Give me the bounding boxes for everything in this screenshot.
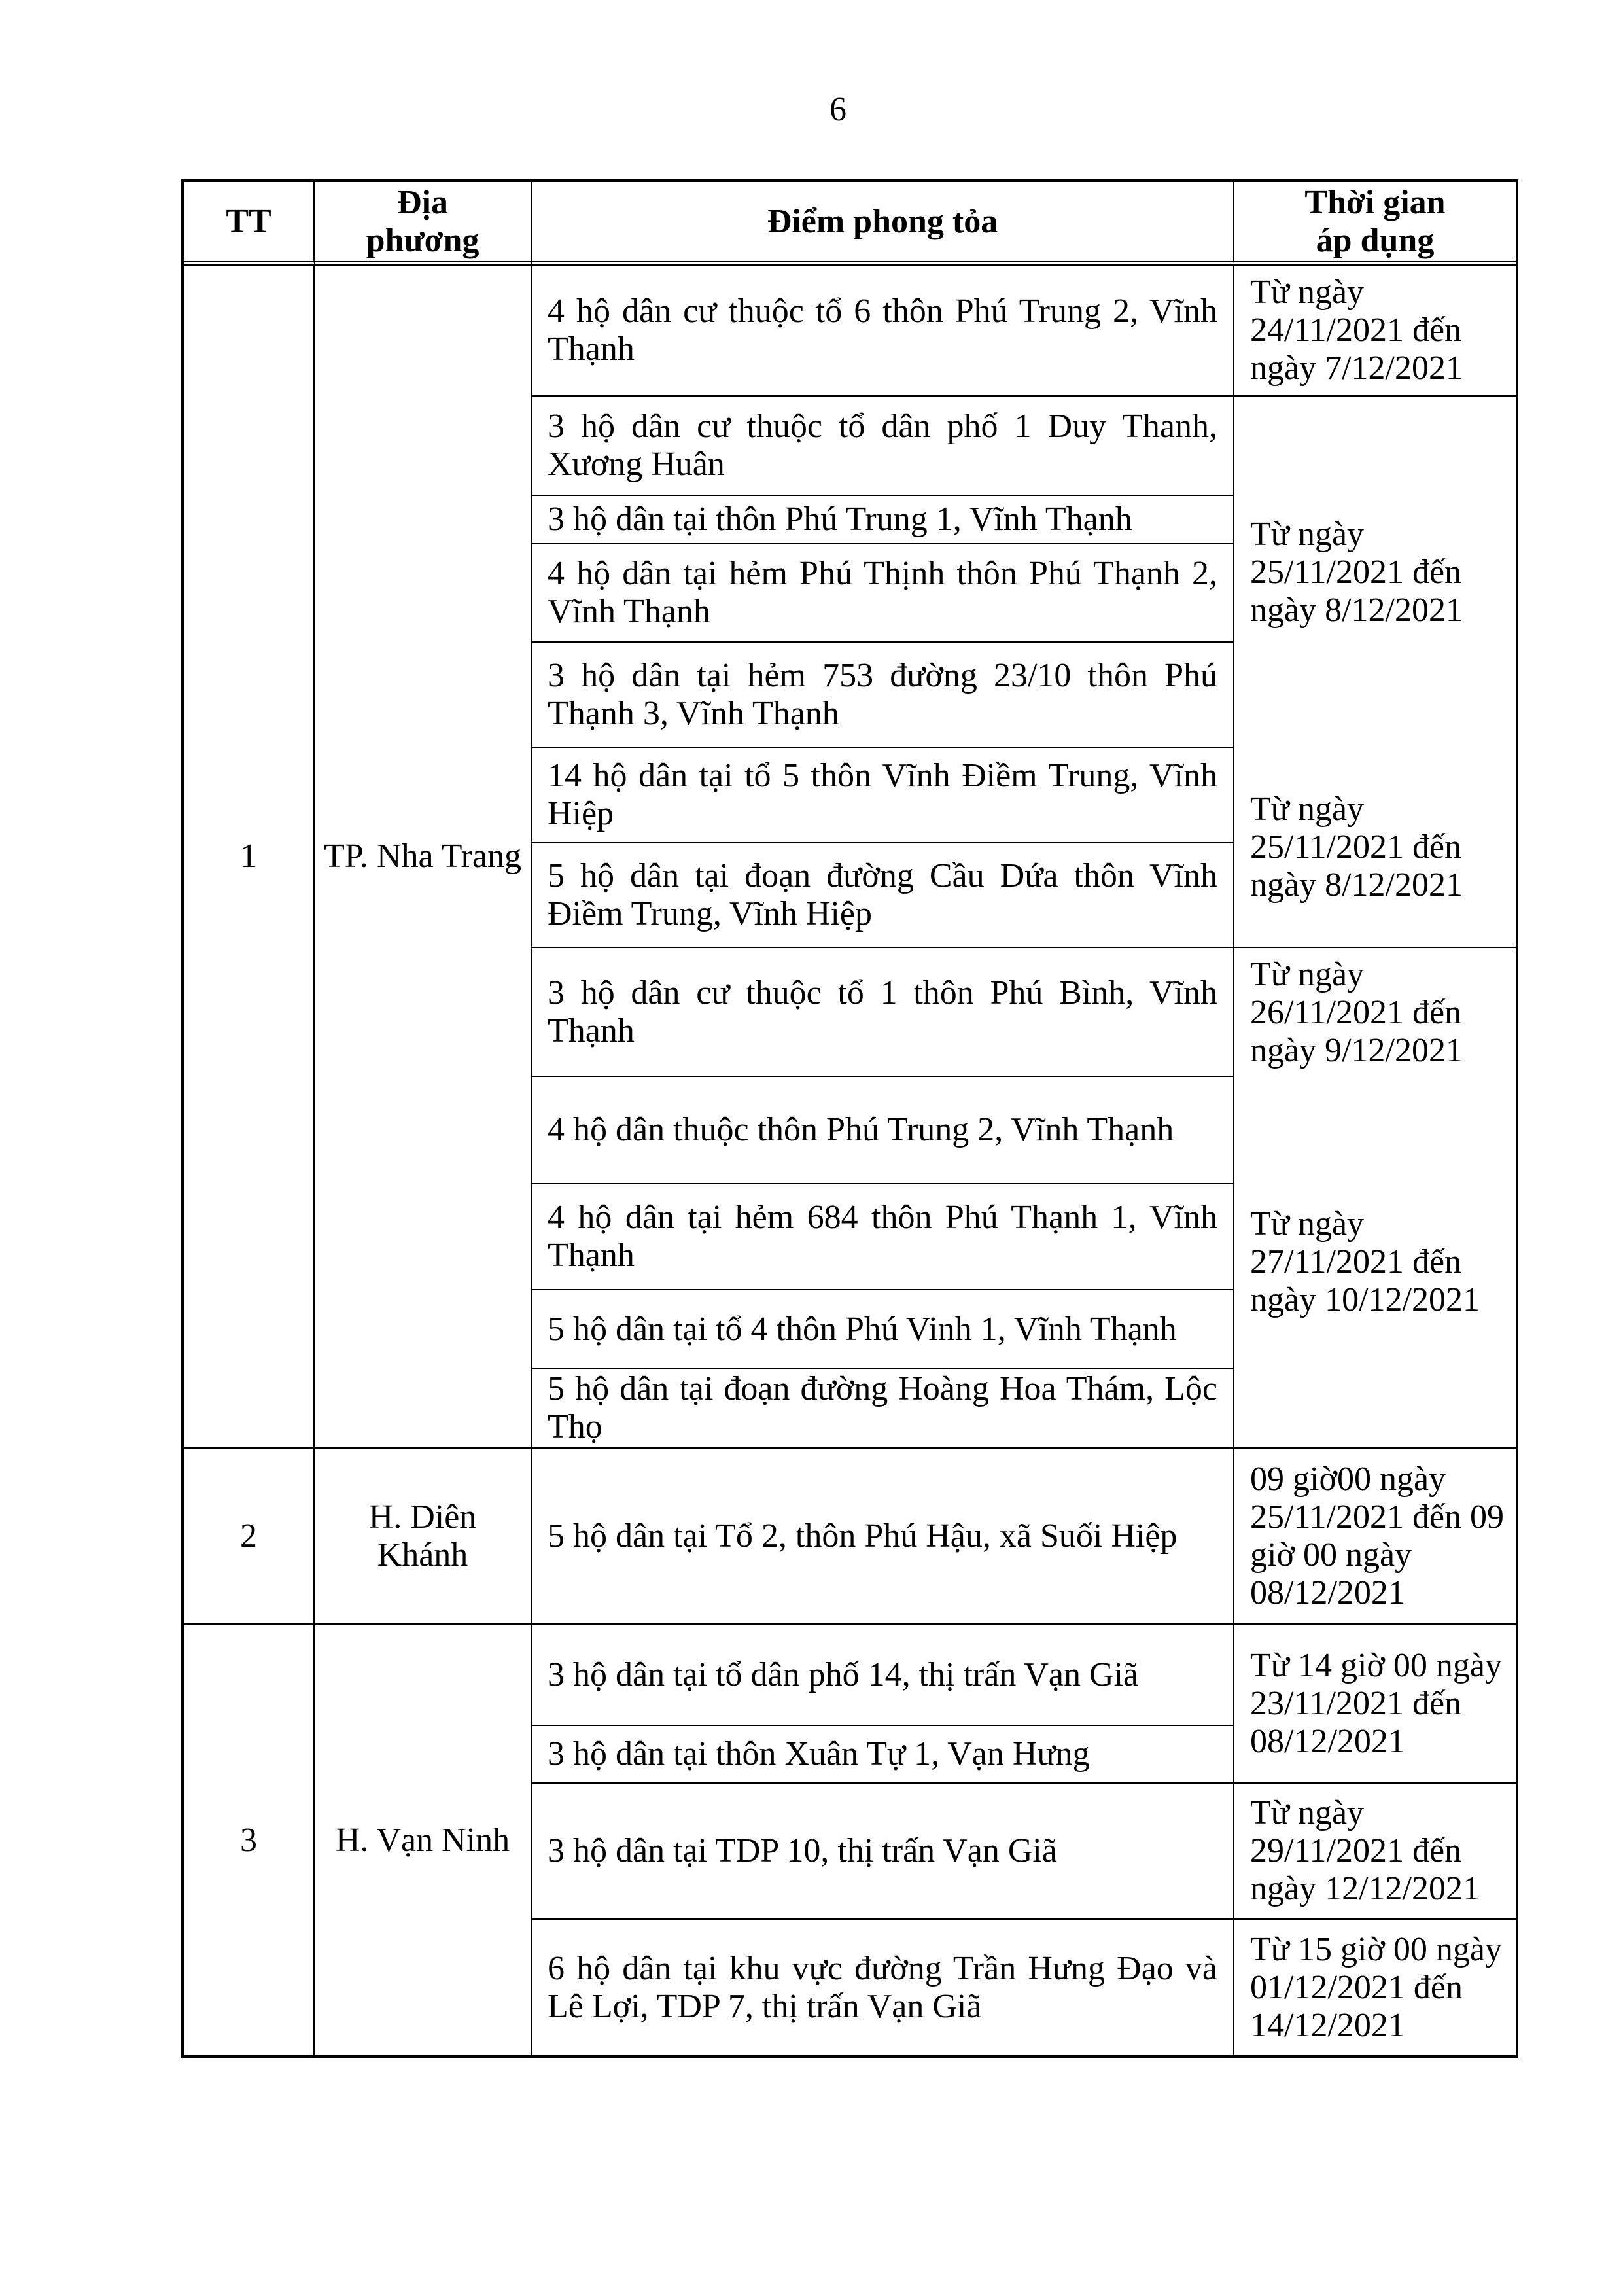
location-value: H. Diên Khánh bbox=[368, 1498, 477, 1574]
point-text: 5 hộ dân tại đoạn đường Cầu Dứa thôn Vĩnh Điềm Trung, Vĩnh Hiệp bbox=[548, 857, 1217, 932]
point-cell bbox=[532, 1369, 1234, 1449]
time-cell bbox=[1234, 266, 1516, 397]
point-cell bbox=[532, 1290, 1234, 1369]
point-text: 3 hộ dân tại tổ dân phố 14, thị trấn Vạn Giã bbox=[548, 1656, 1139, 1693]
time-text: Từ ngày 25/11/2021 đến ngày 8/12/2021 bbox=[1250, 515, 1463, 629]
header-label-location: Địa phương bbox=[366, 183, 480, 259]
header-label-time: Thời gian áp dụng bbox=[1304, 183, 1446, 259]
page-number: 6 bbox=[829, 91, 846, 128]
tt-cell bbox=[184, 266, 315, 1449]
header-cell-location bbox=[315, 182, 532, 266]
time-text: Từ ngày 29/11/2021 đến ngày 12/12/2021 bbox=[1250, 1794, 1480, 1907]
point-text: 14 hộ dân tại tổ 5 thôn Vĩnh Điềm Trung, Vĩnh Hiệp bbox=[548, 757, 1217, 832]
point-cell bbox=[532, 544, 1234, 643]
point-text: 3 hộ dân tại hẻm 753 đường 23/10 thôn Phú Thạnh 3, Vĩnh Thạnh bbox=[548, 656, 1217, 732]
point-cell bbox=[532, 843, 1234, 948]
point-cell bbox=[532, 1184, 1234, 1290]
tt-value: 1 bbox=[240, 837, 257, 875]
location-value: TP. Nha Trang bbox=[324, 837, 521, 875]
time-cell bbox=[1234, 397, 1516, 748]
time-cell bbox=[1234, 748, 1516, 948]
tt-cell bbox=[184, 1449, 315, 1625]
tt-value: 2 bbox=[240, 1517, 257, 1555]
lockdown-table bbox=[181, 179, 1518, 2058]
time-text: Từ 15 giờ 00 ngày 01/12/2021 đến 14/12/2021 bbox=[1250, 1930, 1502, 2044]
time-text: Từ ngày 25/11/2021 đến ngày 8/12/2021 bbox=[1250, 790, 1463, 904]
time-text: Từ ngày 26/11/2021 đến ngày 9/12/2021 bbox=[1250, 955, 1463, 1069]
point-cell bbox=[532, 948, 1234, 1077]
header-cell-point bbox=[532, 182, 1234, 266]
location-cell bbox=[315, 1449, 532, 1625]
time-cell bbox=[1234, 1625, 1516, 1784]
time-text: 09 giờ00 ngày 25/11/2021 đến 09 giờ 00 ngày 08/12/2021 bbox=[1250, 1460, 1505, 1612]
location-cell bbox=[315, 1625, 532, 2055]
time-text: Từ ngày 24/11/2021 đến ngày 7/12/2021 bbox=[1250, 274, 1463, 387]
point-cell bbox=[532, 748, 1234, 843]
header-cell-tt bbox=[184, 182, 315, 266]
point-cell bbox=[532, 643, 1234, 748]
location-value: H. Vạn Ninh bbox=[335, 1821, 510, 1859]
time-text: Từ 14 giờ 00 ngày 23/11/2021 đến 08/12/2021 bbox=[1250, 1647, 1502, 1760]
point-cell bbox=[532, 397, 1234, 496]
point-text: 4 hộ dân tại hẻm Phú Thịnh thôn Phú Thạnh 2, Vĩnh Thạnh bbox=[548, 555, 1217, 630]
time-cell bbox=[1234, 1449, 1516, 1625]
point-text: 5 hộ dân tại tổ 4 thôn Phú Vinh 1, Vĩnh Thạnh bbox=[548, 1310, 1177, 1348]
time-cell bbox=[1234, 1077, 1516, 1449]
point-cell bbox=[532, 1625, 1234, 1726]
point-text: 6 hộ dân tại khu vực đường Trần Hưng Đạo và Lê Lợi, TDP 7, thị trấn Vạn Giã bbox=[548, 1949, 1217, 2025]
point-cell bbox=[532, 1726, 1234, 1784]
header-label-point: Điểm phong tỏa bbox=[767, 202, 998, 240]
point-text: 4 hộ dân cư thuộc tổ 6 thôn Phú Trung 2, Vĩnh Thạnh bbox=[548, 292, 1217, 368]
point-text: 3 hộ dân cư thuộc tổ dân phố 1 Duy Thanh, Xương Huân bbox=[548, 408, 1217, 483]
point-text: 5 hộ dân tại Tổ 2, thôn Phú Hậu, xã Suối Hiệp bbox=[548, 1517, 1178, 1555]
point-cell bbox=[532, 496, 1234, 544]
point-cell bbox=[532, 1784, 1234, 1920]
point-text: 4 hộ dân thuộc thôn Phú Trung 2, Vĩnh Thạnh bbox=[548, 1111, 1174, 1148]
time-cell bbox=[1234, 1784, 1516, 1920]
point-cell bbox=[532, 1449, 1234, 1625]
point-text: 3 hộ dân tại TDP 10, thị trấn Vạn Giã bbox=[548, 1832, 1057, 1869]
header-label-tt: TT bbox=[226, 202, 271, 240]
time-cell bbox=[1234, 948, 1516, 1077]
time-text: Từ ngày 27/11/2021 đến ngày 10/12/2021 bbox=[1250, 1205, 1480, 1318]
point-cell bbox=[532, 1077, 1234, 1184]
location-cell bbox=[315, 266, 532, 1449]
header-cell-time bbox=[1234, 182, 1516, 266]
point-text: 3 hộ dân tại thôn Phú Trung 1, Vĩnh Thạnh bbox=[548, 501, 1132, 538]
point-text: 3 hộ dân tại thôn Xuân Tự 1, Vạn Hưng bbox=[548, 1735, 1090, 1773]
point-text: 3 hộ dân cư thuộc tổ 1 thôn Phú Bình, Vĩnh Thạnh bbox=[548, 974, 1217, 1050]
tt-cell bbox=[184, 1625, 315, 2055]
point-cell bbox=[532, 1920, 1234, 2055]
point-cell bbox=[532, 266, 1234, 397]
tt-value: 3 bbox=[240, 1821, 257, 1859]
point-text: 5 hộ dân tại đoạn đường Hoàng Hoa Thám, Lộc Thọ bbox=[548, 1370, 1217, 1445]
point-text: 4 hộ dân tại hẻm 684 thôn Phú Thạnh 1, Vĩnh Thạnh bbox=[548, 1199, 1217, 1274]
time-cell bbox=[1234, 1920, 1516, 2055]
